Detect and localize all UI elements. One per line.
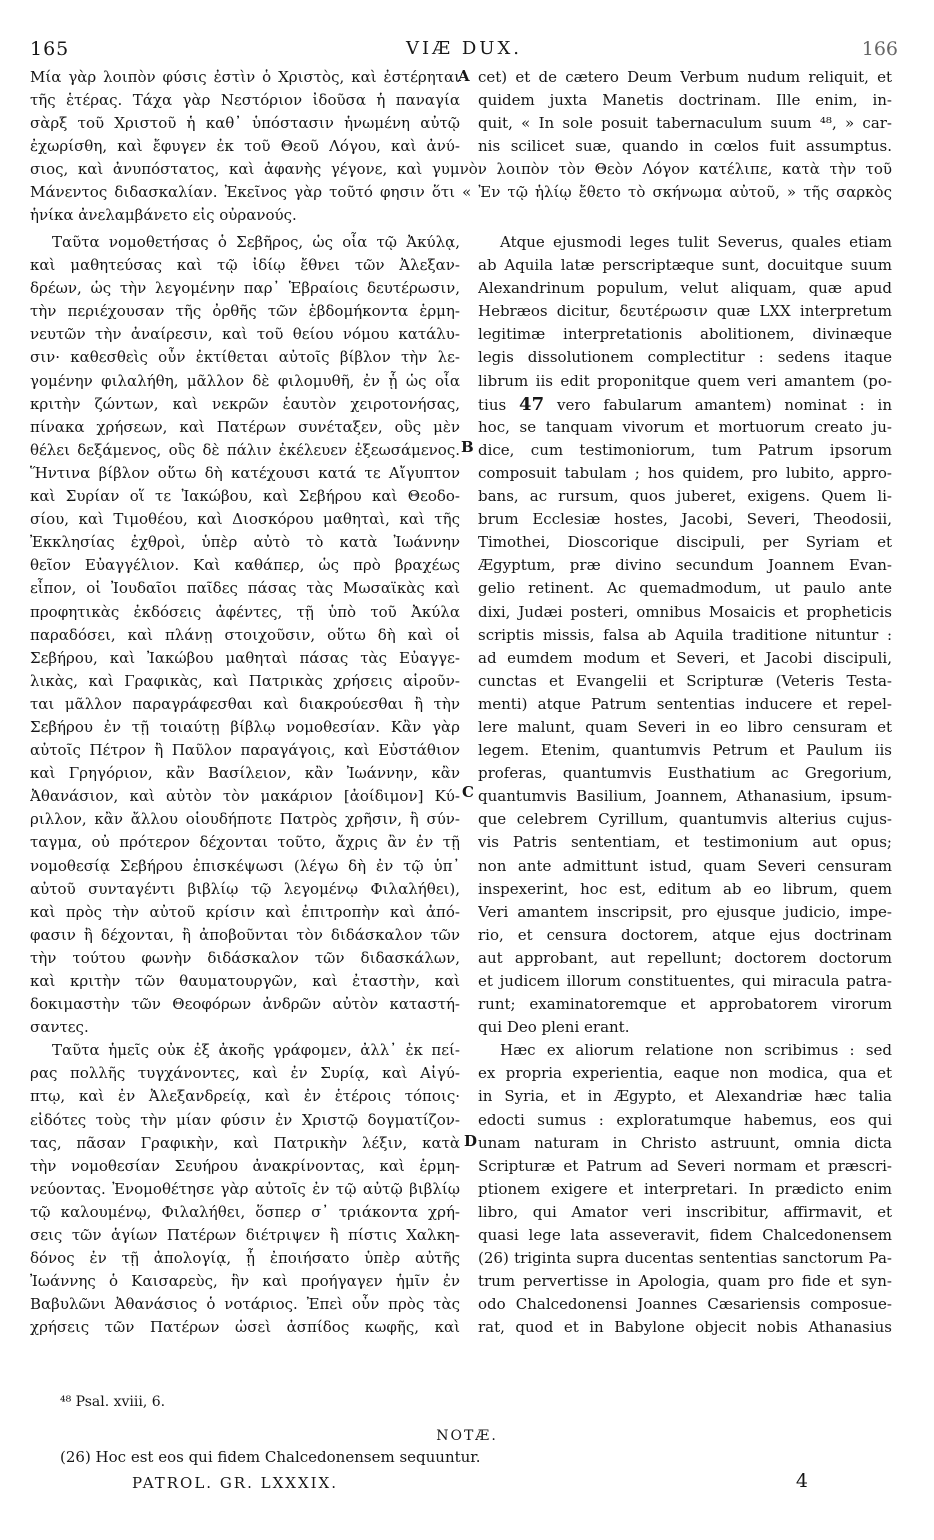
text-line: γομένην φιλαλήθη, μᾶλλον δὲ φιλομυθῆ, ἐν ᾗ ὡς οἷα [30, 371, 460, 390]
text-line: ρας πολλῆς τυγχάνοντες, καὶ ἐν Συρίᾳ, καὶ Αἰγύ- [30, 1064, 460, 1083]
footnote-48: ⁴⁸ Psal. xviii, 6. [60, 1394, 166, 1410]
text-line: ab Aquila latæ perscriptæque sunt, docuitque suum [478, 256, 892, 275]
text-line: hoc, se tanquam vivorum et mortuorum creato ju- [478, 417, 892, 436]
text-line: edocti sumus : exploratumque habemus, eos qui [478, 1110, 892, 1129]
text-line: bans, ac rursum, quos juberet, exigens. Quem li- [478, 487, 892, 506]
text-line: et judicem illorum constituentes, qui miracula patra- [478, 972, 892, 990]
text-line: unam naturam in Christo astruunt, omnia dicta [478, 1133, 892, 1152]
text-line: in Syria, et in Ægypto, et Alexandriæ hæc talia [478, 1087, 892, 1106]
text-line: proferas, quantumvis Eusthatium ac Gregorium, [478, 764, 892, 783]
text-line: aut approbant, aut repellunt; doctorem doctorum [478, 948, 892, 967]
text-line: quantumvis Basilium, Joannem, Athanasium, ipsum- [478, 787, 892, 806]
text-line: δόνος ἐν τῇ ἀπολογίᾳ, ᾗ ἐποιήσατο ὑπὲρ αὐτῆς [30, 1249, 460, 1268]
text-line: rat, quod et in Babylone objecit nobis Athanasius [478, 1318, 892, 1337]
text-line: τῷ καλουμένῳ, Φιλαλήθει, ὅσπερ σ᾽ τριάκοντα χρή- [30, 1202, 460, 1221]
text-line: legitimæ interpretationis abolitionem, divinæque [478, 325, 892, 344]
text-line: Ταῦτα νομοθετήσας ὁ Σεβῆρος, ὡς οἷα τῷ Ἀκύλᾳ, [52, 233, 460, 251]
text-line: σιος, καὶ ἀνυπόστατος, καὶ ἀφανὴς γέγονε, καὶ γυμνὸν λοιπὸν τὸν Θεὸν Λόγον κατέλιπε, κατὰ τὴν τοῦ [30, 160, 892, 178]
text-line: καὶ πρὸς τὴν αὐτοῦ κρίσιν καὶ ἐπιτροπὴν καὶ ἀπό- [30, 902, 460, 921]
text-line: gelio retinent. Ac quemadmodum, ut paulo ante [478, 579, 892, 598]
text-line: νομοθεσίᾳ Σεβήρου ἐπισκέψωσι (λέγω δὴ ἐν τῷ ὑπ᾽ [30, 856, 460, 875]
text-line: dice, cum testimoniorum, tum Patrum ipsorum [478, 440, 892, 459]
text-line: δοκιμαστὴν τῶν Θεοφόρων ἀνδρῶν αὐτὸν καταστή- [30, 995, 460, 1014]
text-line: ἡνίκα ἀνελαμβάνετο εἰς οὐρανούς. [30, 206, 297, 225]
text-line: καὶ Συρίαν οἵ τε Ἰακώβου, καὶ Σεβήρου καὶ Θεοδο- [30, 487, 460, 506]
text-line: Timothei, Dioscorique discipuli, per Syriam et [478, 533, 892, 552]
greek-column-body [30, 231, 460, 1340]
text-line: inspexerint, hoc est, editum ab eo librum, quem [478, 879, 892, 898]
signature-number: 4 [795, 1470, 808, 1492]
text-line: composuit tabulam ; hos quidem, pro lubito, appro- [478, 463, 892, 482]
greek-column-top [30, 66, 460, 158]
signature-mark: PATROL. GR. LXXXIX. [132, 1474, 339, 1492]
running-header [30, 38, 898, 64]
text-line: τὴν περιέχουσαν τῆς ὀρθῆς τῶν ἑβδομήκοντα ἑρμη- [30, 302, 460, 321]
text-line: σεις τῶν ἁγίων Πατέρων διέτριψεν ἢ πίστις Χαλκη- [30, 1226, 460, 1245]
text-line: θεῖον Εὐαγγέλιον. Καὶ καθάπερ, ὡς πρὸ βραχέως [30, 556, 460, 575]
text-line: qui Deo pleni erant. [478, 1018, 630, 1037]
text-line: cet) et de cætero Deum Verbum nudum reliquit, et [478, 68, 892, 86]
section-marker-c: C [462, 783, 474, 801]
text-line: φασιν ἢ δέχονται, ἢ ἀποβοῦνται τὸν διδάσκαλον τῶν [30, 925, 460, 944]
text-line: κριτὴν ζώντων, καὶ νεκρῶν ἑαυτὸν χειροτονήσας, [30, 394, 460, 413]
text-line: non ante admittunt istud, quam Severi censuram [478, 856, 892, 875]
section-marker-a: A [458, 67, 470, 85]
text-line: odo Chalcedonensi Joannes Cæsariensis composue- [478, 1295, 892, 1314]
text-line: νευτῶν τὴν ἀναίρεσιν, καὶ τοῦ θείου νόμου κατάλυ- [30, 325, 460, 344]
section-marker-d: D [464, 1132, 478, 1150]
text-line: καὶ Γρηγόριον, κἂν Βασίλειον, κἂν Ἰωάννην, κἂν [30, 764, 460, 783]
text-line: dixi, Judæi posteri, omnibus Mosaicis et propheticis [478, 602, 892, 621]
note-26: (26) Hoc est eos qui fidem Chalcedonensem sequuntur. [60, 1448, 481, 1466]
text-line: Ἀθανάσιον, καὶ αὐτὸν τὸν μακάριον [ἀοίδιμον] Κύ- [30, 787, 460, 806]
text-line: λικὰς, καὶ Γραφικὰς, καὶ Πατρικὰς χρήσεις αἱροῦν- [30, 671, 460, 690]
text-line: trum pervertisse in Apologia, quam pro fide et syn- [478, 1272, 892, 1291]
text-line: que celebrem Cyrillum, quantumvis alterius cujus- [478, 810, 892, 829]
text-line: καὶ κριτὴν τῶν θαυματουργῶν, καὶ ἐταστὴν, καὶ [30, 972, 460, 990]
text-line: lere malunt, quam Severi in eo libro censuram et [478, 717, 892, 736]
text-line: εἰδότες τοὺς τὴν μίαν φύσιν ἐν Χριστῷ δογματίζον- [30, 1110, 460, 1129]
text-line: προφητικὰς ἐκδόσεις ἀφέντες, τῇ ὑπὸ τοῦ Ἀκύλα [30, 602, 460, 621]
text-line: legis dissolutionem complectitur : sedens itaque [478, 348, 892, 367]
text-line: brum Ecclesiæ hostes, Jacobi, Severi, Theodosii, [478, 510, 892, 529]
text-line: Σεβήρου ἐν τῇ τοιαύτῃ βίβλῳ νομοθεσίαν. Κἂν γὰρ [30, 717, 460, 736]
text-line: Ταῦτα ἡμεῖς οὐκ ἐξ ἀκοῆς γράφομεν, ἀλλ᾽ ἐκ πεί- [52, 1041, 460, 1060]
text-line: τὴν τούτου φωνὴν διδάσκαλον τῶν διδασκάλων, [30, 948, 460, 967]
text-line: τὴν νομοθεσίαν Σευήρου ἀνακρίνοντας, καὶ ἑρμη- [30, 1156, 460, 1175]
text-line: quit, « In sole posuit tabernaculum suum ⁴⁸, » car- [478, 114, 892, 133]
text-line: σαντες. [30, 1018, 89, 1037]
text-line: Ἐκκλησίας ἐχθροὶ, ὑπὲρ αὐτὸ τὸ κατὰ Ἰωάννην [30, 533, 460, 552]
text-line: χρήσεις τῶν Πατέρων ὡσεὶ ἀσπίδος κωφῆς, καὶ [30, 1318, 460, 1337]
page-number-left: 165 [30, 38, 70, 60]
text-line: Μάνεντος διδασκαλίαν. Ἐκεῖνος γὰρ τοῦτό φησιν ὅτι « Ἐν τῷ ἡλίῳ ἔθετο τὸ σκήνωμα αὐτοῦ, » τῆς σαρκὸς [30, 183, 892, 202]
text-line: rio, et censura doctorem, atque ejus doctrinam [478, 925, 892, 944]
text-line: libro, qui Amator veri inscribitur, affirmavit, et [478, 1202, 892, 1221]
text-line: ἐχωρίσθη, καὶ ἔφυγεν ἐκ τοῦ Θεοῦ Λόγου, καὶ ἀνύ- [30, 137, 460, 156]
text-line: runt; examinatoremque et approbatorem virorum [478, 995, 892, 1014]
text-line: tius 47 vero fabularum amantem) nominat : in [478, 393, 892, 415]
notae-heading: NOTÆ. [436, 1428, 498, 1444]
section-marker-b: B [461, 438, 474, 456]
running-title: VIÆ DUX. [406, 38, 522, 59]
text-line: σὰρξ τοῦ Χριστοῦ ἡ καθ᾽ ὑπόστασιν ἡνωμένη αὐτῷ [30, 114, 460, 133]
page-number-right: 166 [861, 38, 898, 60]
text-line: τῆς ἑτέρας. Τάχα γὰρ Νεστόριον ἰδοῦσα ἡ παναγία [30, 91, 460, 110]
text-line: σίου, καὶ Τιμοθέου, καὶ Διοσκόρου μαθηταὶ, καὶ τῆς [30, 510, 460, 529]
text-line: Atque ejusmodi leges tulit Severus, quales etiam [500, 233, 892, 251]
text-line: Ἰωάννης ὁ Καισαρεὺς, ἣν καὶ προήγαγεν ἡμῖν ἐν [30, 1272, 460, 1291]
text-line: Ægyptum, præ divino secundum Joannem Evan- [478, 556, 892, 575]
text-line: Σεβήρου, καὶ Ἰακώβου μαθηταὶ πάσας τὰς Εὐαγγε- [30, 648, 460, 667]
text-line: Ἥντινα βίβλον οὕτω δὴ κατέχουσι κατά τε Αἴγυπτον [30, 463, 460, 482]
text-line: cunctas et Evangelii et Scripturæ (Veteris Testa- [478, 671, 892, 690]
text-line: ptionem exigere et interpretari. In prædicto enim [478, 1179, 892, 1198]
text-line: librum iis edit proponitque quem veri amantem (po- [478, 371, 892, 390]
text-line: εἶπον, οἱ Ἰουδαῖοι παῖδες πάσας τὰς Μωσαϊκὰς καὶ [30, 579, 460, 598]
text-line: ex propria experientia, eaque non modica, qua et [478, 1064, 892, 1083]
text-line: Scripturæ et Patrum ad Severi normam et præscri- [478, 1156, 892, 1175]
column-number: 47 [519, 393, 545, 415]
text-line: Βαβυλῶνι Ἀθανάσιος ὁ νοτάριος. Ἐπεὶ οὖν πρὸς τὰς [30, 1295, 460, 1314]
text-line: (26) triginta supra ducentas sententias sanctorum Pa- [478, 1249, 892, 1268]
text-line: πίνακα χρήσεων, καὶ Πατέρων συνέταξεν, οὓς μὲν [30, 417, 460, 436]
text-line: Hebræos dicitur, δευτέρωσιν quæ LXX interpretum [478, 302, 892, 321]
text-line: αὐτοῖς Πέτρον ἢ Παῦλον παραγάγοις, καὶ Εὐστάθιον [30, 741, 460, 760]
latin-column-body [478, 231, 892, 1340]
text-line: Alexandrinum populum, velut aliquam, quæ apud [478, 279, 892, 298]
text-line: scriptis missis, falsa ab Aquila traditione nituntur : [478, 625, 892, 644]
text-line: ριλλον, κἂν ἄλλου οἱουδήποτε Πατρὸς χρῆσιν, ἢ σύν- [30, 810, 460, 829]
text-line: legem. Etenim, quantumvis Petrum et Paulum iis [478, 741, 892, 760]
text-line: δρέων, ὡς τὴν λεγομένην παρ᾽ Ἑβραίοις δευτέρωσιν, [30, 279, 460, 298]
text-line: vis Patris sententiam, et testimonium aut opus; [478, 833, 892, 852]
text-line: αὐτοῦ συνταγέντι βιβλίῳ τῷ λεγομένῳ Φιλαλήθει), [30, 879, 460, 898]
text-line: σιν· καθεσθεὶς οὖν ἐκτίθεται αὐτοῖς βίβλον τὴν λε- [30, 348, 460, 367]
text-line: πτῳ, καὶ ἐν Ἀλεξανδρείᾳ, καὶ ἐν ἑτέροις τόποις· [30, 1087, 460, 1106]
text-line: Veri amantem inscripsit, pro ejusque judicio, impe- [478, 902, 892, 921]
text-line: ad eumdem modum et Severi, et Jacobi discipuli, [478, 648, 892, 667]
text-line: quidem juxta Manetis doctrinam. Ille enim, in- [478, 91, 892, 110]
text-line: menti) atque Patrum sententias inducere et repel- [478, 694, 892, 713]
latin-column-top [478, 66, 892, 158]
text-line: καὶ μαθητεύσας καὶ τῷ ἰδίῳ ἔθνει τῶν Ἀλεξαν- [30, 256, 460, 275]
text-line: ταγμα, οὐ πρότερον δέχονται τοῦτο, ἄχρις ἂν ἐν τῇ [30, 833, 460, 852]
full-width-lines [30, 158, 892, 227]
text-line: θέλει δεξάμενος, οὓς δὲ πάλιν ἐκέλευεν ἐξεωσάμενος. [30, 440, 460, 459]
text-line: Hæc ex aliorum relatione non scribimus : sed [500, 1041, 892, 1060]
text-line: ται μᾶλλον παραγράφεσθαι καὶ διακρούεσθαι ἢ τὴν [30, 694, 460, 713]
text-line: παραδόσει, καὶ πλάνῃ στοιχοῦσιν, οὕτω δὴ καὶ οἱ [30, 625, 460, 644]
text-line: νεύοντας. Ἐνομοθέτησε γὰρ αὐτοῖς ἐν τῷ αὐτῷ βιβλίῳ [30, 1179, 460, 1198]
text-line: quasi lege lata asseveravit, fidem Chalcedonensem [478, 1226, 892, 1245]
text-line: τας, πᾶσαν Γραφικὴν, καὶ Πατρικὴν λέξιν, κατὰ [30, 1133, 460, 1152]
text-line: Μία γὰρ λοιπὸν φύσις ἐστὶν ὁ Χριστὸς, καὶ ἐστέρηται [30, 68, 460, 86]
text-line: nis scilicet suæ, quando in cœlos fuit assumptus. [478, 137, 892, 156]
